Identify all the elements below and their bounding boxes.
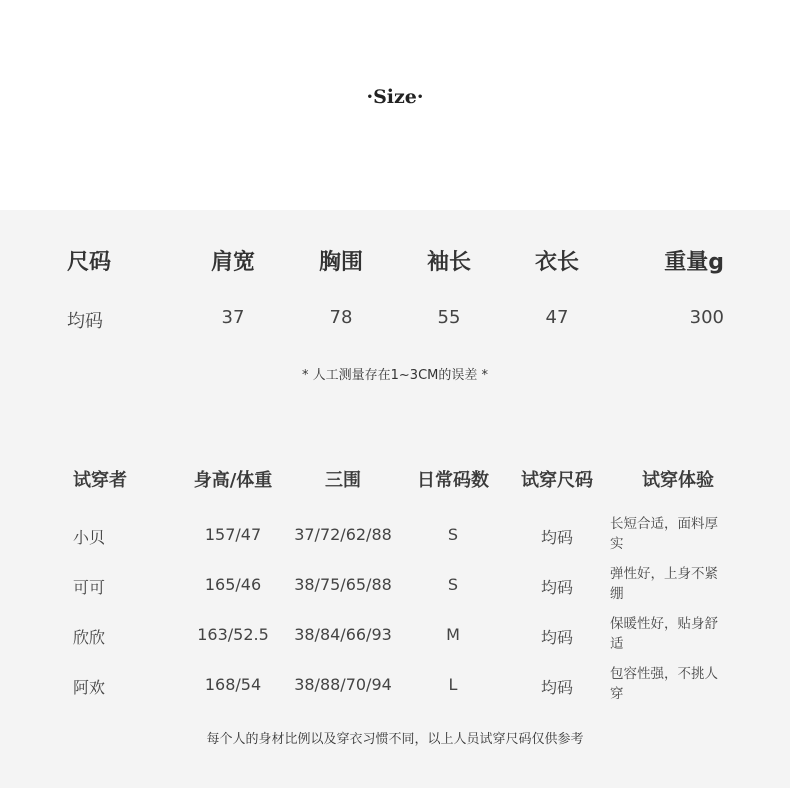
tryon-row3-size: 均码 bbox=[540, 628, 574, 647]
tryon-row1-hw: 157/47 bbox=[204, 525, 262, 544]
tryon-row2-size: 均码 bbox=[540, 578, 574, 597]
tryon-row4-daily: L bbox=[448, 675, 458, 694]
tryon-row3-bwh: 38/84/66/93 bbox=[294, 625, 392, 644]
tryon-row1-daily: S bbox=[447, 525, 459, 544]
tryon-row4-size: 均码 bbox=[540, 678, 574, 697]
tryon-row4-bwh: 38/88/70/94 bbox=[294, 675, 392, 694]
tryon-row3-hw: 163/52.5 bbox=[197, 625, 269, 644]
tryon-row1-name: 小贝 bbox=[73, 528, 106, 547]
size-value-weight: 300 bbox=[689, 307, 724, 328]
header-area bbox=[0, 0, 790, 210]
page-title: ·Size· bbox=[366, 86, 424, 108]
tryon-header-daily-size: 日常码数 bbox=[417, 470, 489, 491]
tryon-row4-name: 阿欢 bbox=[73, 678, 106, 697]
measure-note: * 人工测量存在1~3CM的误差 * bbox=[302, 368, 488, 383]
size-value-shoulder: 37 bbox=[221, 307, 245, 328]
tryon-row2-daily: S bbox=[447, 575, 459, 594]
tryon-header-tryon-size: 试穿尺码 bbox=[521, 470, 593, 491]
tryon-row2-name: 可可 bbox=[73, 578, 106, 597]
tryon-header-height-weight: 身高/体重 bbox=[193, 470, 273, 491]
footer-note: 每个人的身材比例以及穿衣习惯不同，以上人员试穿尺码仅供参考 bbox=[206, 732, 584, 747]
size-header-weight: 重量g bbox=[664, 250, 724, 275]
tryon-row1-feedback: 长短合适，面料厚实 bbox=[610, 516, 718, 552]
tryon-row3-name: 欣欣 bbox=[73, 628, 106, 647]
tryon-row4-hw: 168/54 bbox=[204, 675, 262, 694]
tryon-row2-hw: 165/46 bbox=[204, 575, 262, 594]
size-value-chest: 78 bbox=[329, 307, 353, 328]
tryon-row3-daily: M bbox=[446, 625, 460, 644]
tryon-row2-bwh: 38/75/65/88 bbox=[294, 575, 392, 594]
tryon-row1-bwh: 37/72/62/88 bbox=[294, 525, 392, 544]
tryon-row3-feedback: 保暖性好，贴身舒适 bbox=[610, 616, 718, 652]
size-header-length: 衣长 bbox=[534, 250, 580, 275]
size-header-sleeve: 袖长 bbox=[426, 250, 472, 275]
tryon-row2-feedback: 弹性好，上身不紧绷 bbox=[610, 566, 718, 602]
size-value-sleeve: 55 bbox=[437, 307, 461, 328]
tryon-row4-feedback: 包容性强，不挑人穿 bbox=[610, 666, 718, 702]
size-header-shoulder: 肩宽 bbox=[210, 250, 256, 275]
tryon-header-experience: 试穿体验 bbox=[642, 470, 714, 491]
tryon-header-measurements: 三围 bbox=[325, 470, 361, 491]
size-value-length: 47 bbox=[545, 307, 569, 328]
tryon-header-tester: 试穿者 bbox=[73, 470, 127, 491]
size-header-chest: 胸围 bbox=[318, 250, 364, 275]
size-value-size: 均码 bbox=[67, 311, 103, 332]
size-header-size: 尺码 bbox=[67, 250, 112, 275]
tryon-row1-size: 均码 bbox=[540, 528, 574, 547]
